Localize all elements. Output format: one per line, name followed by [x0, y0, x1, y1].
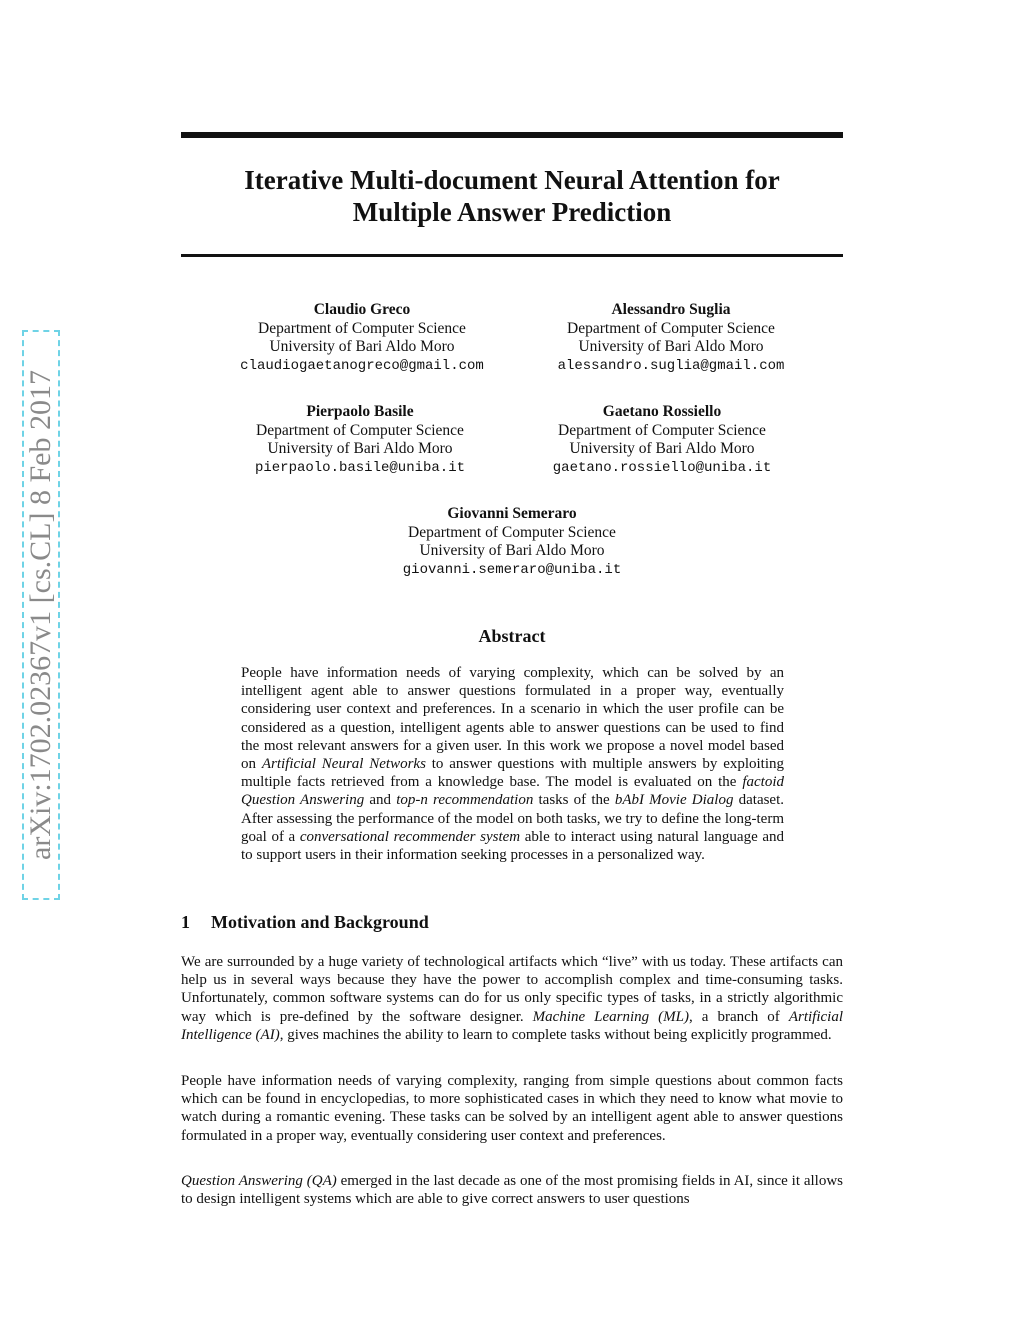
author-department: Department of Computer Science	[258, 319, 466, 337]
paragraph-text: , a branch of	[689, 1008, 789, 1025]
abstract-emphasis: Artificial Neural Networks	[261, 756, 426, 773]
paper-title	[181, 164, 843, 228]
abstract-text: able to interact using natural language and to support users in their information seeking processes in a personalized way.	[241, 828, 784, 864]
author-email[interactable]: alessandro.suglia@gmail.com	[557, 357, 785, 374]
author-department: Department of Computer Science	[558, 421, 766, 439]
author-block	[512, 403, 812, 477]
author-block	[362, 505, 662, 579]
section-title: Motivation and Background	[211, 912, 429, 932]
author-email[interactable]: claudiogaetanogreco@gmail.com	[240, 357, 484, 374]
author-name: Gaetano Rossiello	[602, 403, 722, 420]
body-paragraph	[181, 1172, 843, 1208]
paragraph-text: , gives machines the ability to learn to complete tasks without being explicitly programmed.	[279, 1026, 832, 1043]
author-university: University of Bari Aldo Moro	[269, 338, 455, 355]
paragraph-emphasis: Machine Learning (ML)	[532, 1008, 690, 1025]
abstract-text: dataset. After assessing the performance of the model on both tasks, we try to define the long-term goal of a	[241, 792, 785, 845]
paragraph-text: emerged in the last decade as one of the most promising fields in AI, since it allows to design intelligent systems which are able to give correct answers to user questions	[181, 1173, 844, 1208]
abstract-text: tasks of the	[533, 792, 615, 809]
author-block	[210, 403, 510, 477]
author-department: Department of Computer Science	[256, 421, 464, 439]
abstract-emphasis: conversational recommender system	[299, 828, 521, 845]
paragraph-emphasis: Question Answering (QA)	[181, 1173, 337, 1189]
author-name: Giovanni Semeraro	[447, 505, 577, 522]
abstract-emphasis: factoid Question Answering	[241, 774, 784, 809]
author-university: University of Bari Aldo Moro	[419, 542, 605, 559]
author-block	[212, 301, 512, 375]
body-paragraph	[181, 953, 843, 1044]
author-name: Pierpaolo Basile	[306, 403, 414, 420]
arxiv-identifier: arXiv:1702.02367v1 [cs.CL] 8 Feb 2017	[24, 370, 57, 860]
title-top-rule	[181, 132, 843, 138]
author-email[interactable]: giovanni.semeraro@uniba.it	[402, 561, 622, 578]
section-number: 1	[181, 912, 190, 932]
abstract-text: People have information needs of varying complexity, which can be solved by an intelligent agent able to answer questions formulated in a proper way, eventually considering user context and preferences. In a scenario in which the user profile can be considered as a question, intelligent agents able to answer questions can be used to find the most relevant answers for a given user. In this work we propose a novel model based on	[241, 665, 784, 773]
paragraph-emphasis: Artificial Intelligence (AI)	[181, 1008, 843, 1043]
title-line-1: Iterative Multi-document Neural Attention for	[244, 165, 780, 195]
abstract-heading: Abstract	[478, 626, 546, 646]
title-line-2: Multiple Answer Prediction	[352, 197, 672, 227]
author-university: University of Bari Aldo Moro	[267, 440, 453, 457]
title-bottom-rule	[181, 254, 843, 257]
author-name: Alessandro Suglia	[611, 301, 731, 318]
paragraph-text: We are surrounded by a huge variety of technological artifacts which “live” with us today. These artifacts can help us in several ways because they have the power to accomplish complex and time-consuming tasks. Unfortunately, common software systems can do for us only specific types of tasks, in a strictly algorithmic way which is pre-defined by the software designer.	[181, 954, 843, 1025]
author-email[interactable]: pierpaolo.basile@uniba.it	[254, 459, 466, 476]
section-heading	[181, 912, 429, 933]
author-department: Department of Computer Science	[567, 319, 775, 337]
abstract-text: to answer questions with multiple answers by exploiting multiple facts retrieved from a knowledge base. The model is evaluated on the	[241, 756, 785, 791]
author-university: University of Bari Aldo Moro	[569, 440, 755, 457]
abstract-emphasis: bAbI Movie Dialog	[614, 792, 734, 809]
author-block	[521, 301, 821, 375]
author-name: Claudio Greco	[313, 301, 411, 318]
abstract-text: and	[364, 792, 397, 809]
abstract-emphasis: top-n recommendation	[396, 792, 534, 809]
author-email[interactable]: gaetano.rossiello@uniba.it	[552, 459, 772, 476]
author-university: University of Bari Aldo Moro	[578, 338, 764, 355]
author-department: Department of Computer Science	[408, 523, 616, 541]
body-paragraph: People have information needs of varying complexity, ranging from simple questions about common facts which can be found in encyclopedias, to more sophisticated cases in which they need to know what movie to watch during a romantic evening. These tasks can be solved by an intelligent agent able to answer questions formulated in a proper way, eventually considering user context and preferences.	[181, 1073, 843, 1144]
abstract-body	[241, 664, 784, 864]
